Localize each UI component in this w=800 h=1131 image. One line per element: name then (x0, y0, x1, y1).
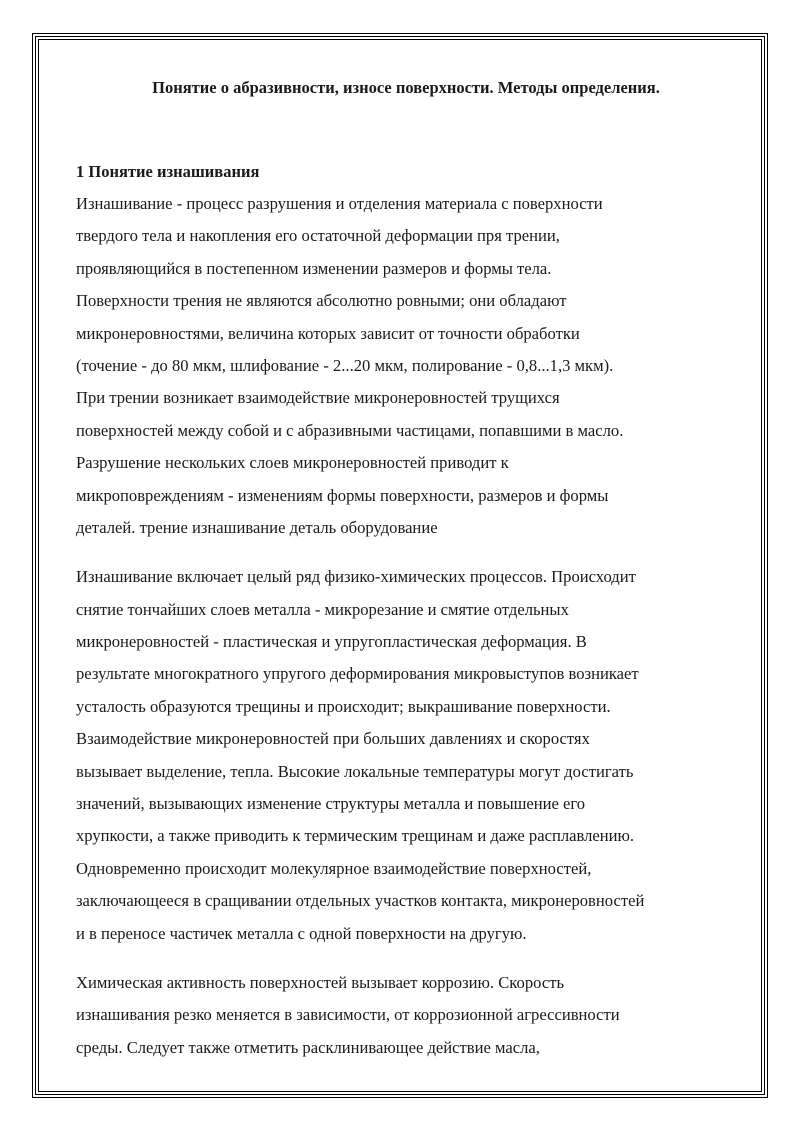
text-line: микронеровностей - пластическая и упругопластическая деформация. В (76, 632, 587, 652)
text-line: деталей. трение изнашивание деталь оборудование (76, 517, 438, 537)
document-title: Понятие о абразивности, износе поверхности. Методы определения. (152, 78, 660, 97)
text-line: Изнашивание включает целый ряд физико-химических процессов. Происходит (76, 567, 636, 587)
paragraph-spacer (76, 544, 736, 561)
text-line: (точение - до 80 мкм, шлифование - 2...20 мкм, полирование - 0,8...1,3 мкм). (76, 355, 614, 375)
text-line: снятие тончайших слоев металла - микрорезание и смятие отдельных (76, 599, 569, 619)
text-line: проявляющийся в постепенном изменении размеров и формы тела. (76, 258, 552, 278)
text-line: вызывает выделение, тепла. Высокие локальные температуры могут достигать (76, 761, 634, 781)
text-line: Химическая активность поверхностей вызывает коррозию. Скорость (76, 972, 565, 992)
text-line: Одновременно происходит молекулярное взаимодействие поверхностей, (76, 858, 592, 878)
paragraph-3 (76, 967, 736, 1064)
text-line: Поверхности трения не являются абсолютно ровными; они обладают (76, 291, 567, 311)
text-line: микронеровностями, величина которых зависит от точности обработки (76, 323, 580, 343)
text-line: заключающееся в сращивании отдельных участков контакта, микронеровностей (76, 891, 645, 911)
text-line: результате многократного упругого деформирования микровыступов возникает (76, 664, 639, 684)
section-heading: 1 Понятие изнашивания (76, 162, 260, 181)
text-line: изнашивания резко меняется в зависимости, от коррозионной агрессивности (76, 1005, 620, 1025)
text-line: среды. Следует также отметить расклинивающее действие масла, (76, 1037, 540, 1057)
text-line: Разрушение нескольких слоев микронеровностей приводит к (76, 453, 509, 473)
document-body (76, 70, 736, 1064)
text-line: Изнашивание - процесс разрушения и отделения материала с поверхности (76, 194, 603, 213)
text-line: хрупкости, а также приводить к термическим трещинам и даже расплавлению. (76, 826, 635, 846)
text-line: поверхностей между собой и с абразивными частицами, попавшими в масло. (76, 420, 624, 440)
text-line: твердого тела и накопления его остаточной деформации пря трении, (76, 226, 560, 246)
paragraph-2 (76, 561, 736, 950)
text-line: и в переносе частичек металла с одной поверхности на другую. (76, 923, 527, 943)
text-line: Взаимодействие микронеровностей при больших давлениях и скоростях (76, 729, 590, 749)
text-line: усталость образуются трещины и происходит; выкрашивание поверхности. (76, 696, 611, 716)
text-line: микроповреждениям - изменениям формы поверхности, размеров и формы (76, 485, 609, 505)
paragraph-1 (76, 188, 736, 544)
text-line: При трении возникает взаимодействие микронеровностей трущихся (76, 388, 560, 408)
paragraph-spacer (76, 950, 736, 967)
text-line: значений, вызывающих изменение структуры металла и повышение его (76, 794, 586, 814)
